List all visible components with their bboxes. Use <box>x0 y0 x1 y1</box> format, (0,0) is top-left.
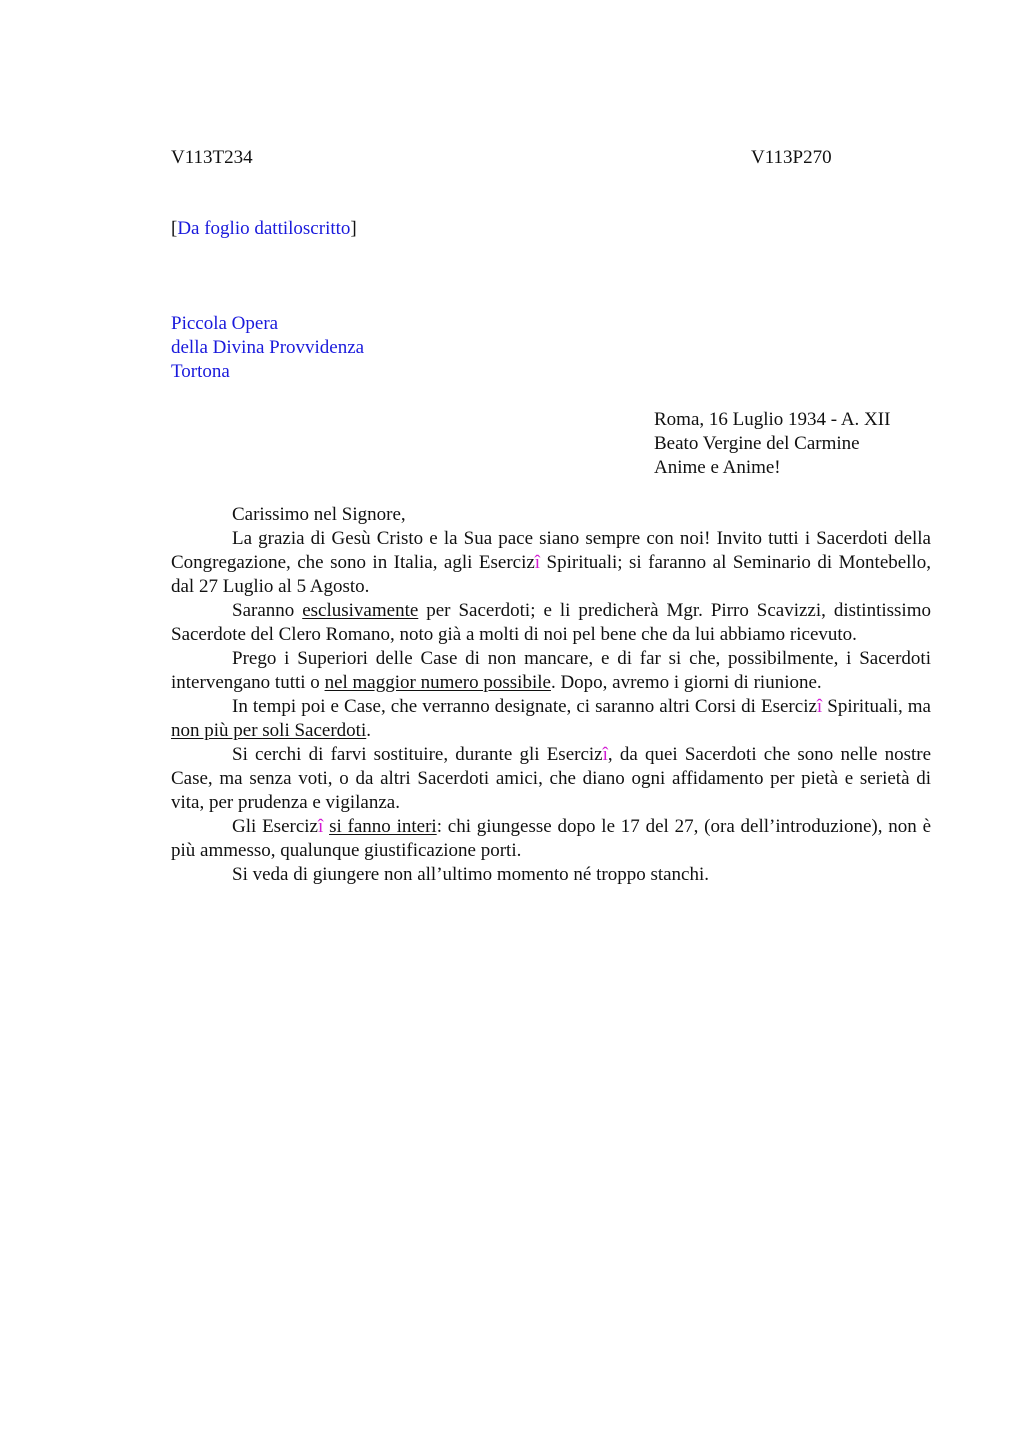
letterhead-line-2: della Divina Provvidenza <box>171 337 365 358</box>
paragraph-6 <box>171 815 931 863</box>
source-note-close-bracket: ] <box>350 218 357 239</box>
paragraph-6-underlined: si fanno interi <box>329 816 437 837</box>
source-note <box>171 217 357 241</box>
paragraph-5-part-b: , da quei Sacerdoti che sono nelle nostre Case, ma senza voti, o da altri Sacerdoti amici, che diano ogni affidamento per pietà e serietà di vita, per prudenza e vigilanza. <box>171 744 932 813</box>
paragraph-4-underlined: non più per soli Sacerdoti <box>171 720 367 741</box>
paragraph-5-part-a: Si cerchi di farvi sostituire, durante gli Esercizî <box>232 744 608 765</box>
paragraph-4 <box>171 695 931 743</box>
source-note-open-bracket: [ <box>171 218 178 239</box>
letterhead-line-3: Tortona <box>171 361 230 382</box>
paragraph-2-part-b: per Sacerdoti; e li predicherà Mgr. Pirro Scavizzi, distintissimo Sacerdote del Clero Romano, noto già a molti di noi pel bene che da lui abbiamo ricevuto. <box>171 600 931 645</box>
paragraph-1 <box>171 527 931 599</box>
source-note-text: Da foglio dattiloscritto <box>177 218 351 239</box>
paragraph-1-part-b: Spirituali; si faranno al Seminario di Montebello, dal 27 Luglio al 5 Agosto. <box>171 552 931 597</box>
circumflex-i-mark: î <box>534 552 541 573</box>
circumflex-i-mark: î <box>816 696 823 717</box>
paragraph-3 <box>171 647 931 695</box>
paragraph-6-part-c: : chi giungesse dopo le 17 del 27, (ora dell’introduzione), non è più ammesso, qualunque giustificazione porti. <box>171 816 931 861</box>
paragraph-2-part-a: Saranno <box>232 600 303 621</box>
letterhead <box>171 312 364 384</box>
letter-body <box>171 503 931 887</box>
circumflex-i-mark: î <box>602 744 608 765</box>
paragraph-3-underlined: nel maggior numero possibile <box>324 672 551 693</box>
paragraph-2 <box>171 599 931 647</box>
document-code-left: V113T234 <box>171 147 253 168</box>
circumflex-i-mark: î <box>317 816 324 837</box>
dateline <box>654 408 890 480</box>
paragraph-6-part-a: Gli Esercizî <box>232 816 324 837</box>
paragraph-4-part-c: . <box>366 720 371 741</box>
paragraph-5 <box>171 743 931 815</box>
salutation-text: Carissimo nel Signore, <box>232 504 406 525</box>
paragraph-2-underlined: esclusivamente <box>302 600 419 621</box>
letterhead-line-1: Piccola Opera <box>171 313 279 334</box>
paragraph-7-text: Si veda di giungere non all’ultimo momento né troppo stanchi. <box>232 864 710 885</box>
paragraph-4-part-a: In tempi poi e Case, che verranno designate, ci saranno altri Corsi di Esercizî <box>232 696 823 717</box>
paragraph-3-part-b: . Dopo, avremo i giorni di riunione. <box>550 672 822 693</box>
paragraph-3-part-a: Prego i Superiori delle Case di non mancare, e di far si che, possibilmente, i Sacerdoti intervengano tutti o <box>171 648 931 693</box>
dateline-line-1: Roma, 16 Luglio 1934 - A. XII <box>654 409 891 430</box>
salutation <box>171 503 931 527</box>
document-code-right: V113P270 <box>751 147 832 168</box>
paragraph-4-part-b: Spirituali, ma <box>822 696 931 717</box>
dateline-line-2: Beato Vergine del Carmine <box>654 433 860 454</box>
paragraph-7 <box>171 863 931 887</box>
dateline-line-3: Anime e Anime! <box>654 457 781 478</box>
paragraph-1-part-a: La grazia di Gesù Cristo e la Sua pace siano sempre con noi! Invito tutti i Sacerdoti della Congregazione, che sono in Italia, agli Esercizî <box>171 528 931 573</box>
